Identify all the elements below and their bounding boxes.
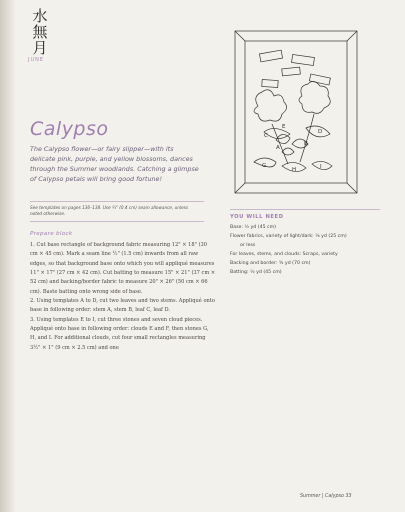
materials-heading: YOU WILL NEED [230, 214, 284, 220]
template-note: See templates on pages 136–138. Use ¼" (0.4 cm) seam allowance, unless noted otherwise. [30, 205, 189, 216]
material-item: Batting: ½ yd (45 cm) [230, 269, 282, 275]
material-item: Flower fabrics, variety of light/dark: ⅛ yd (25 cm) [230, 233, 347, 239]
material-item: Base: ½ yd (45 cm) [230, 225, 277, 230]
diagram-label-a: A [276, 145, 280, 151]
kanji-char: 水 [32, 7, 48, 25]
kanji-char: 月 [32, 39, 48, 57]
diagram-inner [245, 41, 347, 183]
diagram-label-d: D [318, 129, 323, 135]
month-kanji [29, 8, 51, 56]
slipper-bloom [282, 148, 294, 155]
page-title: Calypso [30, 118, 109, 140]
intro-text: The Calypso flower—or fairy slipper—with its delicate pink, purple, and yellow blossoms, dances through the Summer woodlands. Catching a glimpse of Calypso petals will bring good fortune! [30, 145, 199, 183]
diagram-label-b: B [304, 141, 308, 147]
diagram-label-c: C [264, 133, 268, 139]
materials-list [230, 224, 380, 277]
material-item: For leaves, stems, and clouds: Scraps, variety [230, 251, 338, 257]
page-gutter-shadow [0, 0, 16, 512]
cloud-rect [292, 55, 315, 66]
stone-i [312, 161, 332, 169]
cloud-rect [309, 74, 330, 85]
cloud-rect [282, 67, 301, 76]
step-paragraph: 2. Using templates A to D, cut two leaves and two stems. Appliqué onto base in following order: stem A, stem B, leaf C, leaf D. [30, 298, 215, 314]
kanji-char: 無 [32, 23, 48, 41]
cloud-rect [262, 79, 278, 87]
cloud-rect [259, 50, 282, 62]
flower-shape [299, 81, 330, 113]
stem-a [272, 124, 288, 164]
diagram-label-e: E [282, 124, 286, 130]
diagram-label-i: I [320, 164, 322, 170]
month-label: JUNE [28, 57, 45, 63]
material-item: Backing and border: ¾ yd (70 cm) [230, 260, 311, 266]
divider [30, 201, 204, 202]
block-diagram [232, 28, 360, 196]
stem-b [300, 114, 314, 162]
step-paragraph: 3. Using templates E to I, cut three stones and seven cloud pieces. Appliqué onto base in following order: clouds E and F, then stones G, H, and I. For additional clouds, cut four small rectangles measuring 3½" × 1" (9 cm × 2.5 cm) and one [30, 316, 209, 351]
prepare-heading: Prepare block [30, 231, 73, 237]
prepare-body [30, 241, 216, 353]
material-item: or less [240, 242, 256, 248]
divider [230, 209, 380, 210]
diagram-label-h: H [292, 167, 297, 173]
flower-shape [254, 90, 287, 121]
page-footer: Summer | Calypso 33 [300, 494, 352, 499]
divider [30, 221, 204, 222]
step-paragraph: 1. Cut base rectangle of background fabric measuring 12" × 18" (30 cm × 45 cm). Mark a seam line ½" (1.5 cm) inwards from all raw edges, so that background base onto which you will appliqué measures 11" × 17" (27 cm × 42 cm). Cut batting to measure 15" × 21" (37 cm × 52 cm) and backing/border fabric to measure 20" × 26" (50 cm × 66 cm). Baste batting onto wrong side of base. [30, 242, 216, 295]
diagram-label-g: G [262, 163, 267, 169]
